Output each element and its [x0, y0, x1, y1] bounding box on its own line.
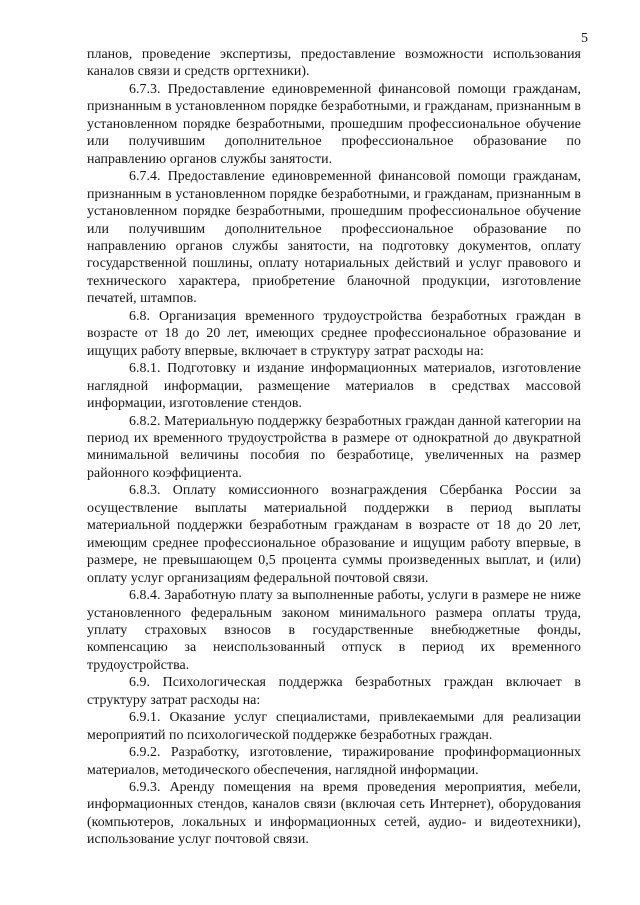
paragraph-6-7-3: 6.7.3. Предоставление единовременной финансовой помощи гражданам, признанным в установленном порядке безработными, и гражданам, признанным в установленном порядке безработными, прошедшим профессиональное обучение или получившим дополнительное профессиональное образование по направлению органов службы занятости.	[87, 81, 581, 167]
page-number: 5	[581, 31, 588, 46]
paragraph-6-7-4: 6.7.4. Предоставление единовременной финансовой помощи гражданам, признанным в установленном порядке безработными, и гражданам, признанным в установленном порядке безработными, прошедшим профессиональное обучение или получившим дополнительное профессиональное образование по направлению органов службы занятости, на подготовку документов, оплату государственной пошлины, оплату нотариальных действий и услуг правового и технического характера, приобретение бланочной продукции, изготовление печатей, штампов.	[87, 169, 581, 307]
paragraph-6-9-1: 6.9.1. Оказание услуг специалистами, привлекаемыми для реализации мероприятий по психологической поддержке безработных граждан.	[87, 710, 581, 743]
paragraph-6-8: 6.8. Организация временного трудоустройства безработных граждан в возрасте от 18 до 20 лет, имеющих среднее профессиональное образование и ищущих работу впервые, включает в структуру затрат расходы на:	[87, 308, 581, 359]
paragraph-6-9-3: 6.9.3. Аренду помещения на время проведения мероприятия, мебели, информационных стендов, каналов связи (включая сеть Интернет), оборудования (компьютеров, локальных и информационных сетей, аудио- и видеотехники), использование услуг почтовой связи.	[87, 780, 581, 848]
paragraph-6-8-1: 6.8.1. Подготовку и издание информационных материалов, изготовление наглядной информации, размещение материалов в средствах массовой информации, изготовление стендов.	[87, 361, 581, 412]
paragraph-6-9: 6.9. Психологическая поддержка безработных граждан включает в структуру затрат расходы на:	[87, 675, 581, 708]
body-text	[87, 46, 581, 849]
paragraph-continuation: планов, проведение экспертизы, предоставление возможности использования каналов связи и средств оргтехники).	[87, 47, 581, 80]
paragraph-6-8-2: 6.8.2. Материальную поддержку безработных граждан данной категории на период их временного трудоустройства в размере от однократной до двукратной минимальной величины пособия по безработице, увеличенных на размер районного коэффициента.	[87, 413, 581, 481]
paragraph-6-9-2: 6.9.2. Разработку, изготовление, тиражирование профинформационных материалов, методического обеспечения, наглядной информации.	[87, 745, 581, 778]
paragraph-6-8-4: 6.8.4. Заработную плату за выполненные работы, услуги в размере не ниже установленного федеральным законом минимального размера оплаты труда, уплату страховых взносов в государственные внебюджетные фонды, компенсацию за неиспользованный отпуск в период их временного трудоустройства.	[87, 588, 581, 673]
paragraph-6-8-3: 6.8.3. Оплату комиссионного вознаграждения Сбербанка России за осуществление выплаты материальной поддержки в период выплаты материальной поддержки безработным гражданам в возрасте от 18 до 20 лет, имеющим среднее профессиональное образование и ищущим работу впервые, в размере, не превышающем 0,5 процента суммы произведенных выплат, и (или) оплату услуг организациям федеральной почтовой связи.	[87, 483, 581, 586]
